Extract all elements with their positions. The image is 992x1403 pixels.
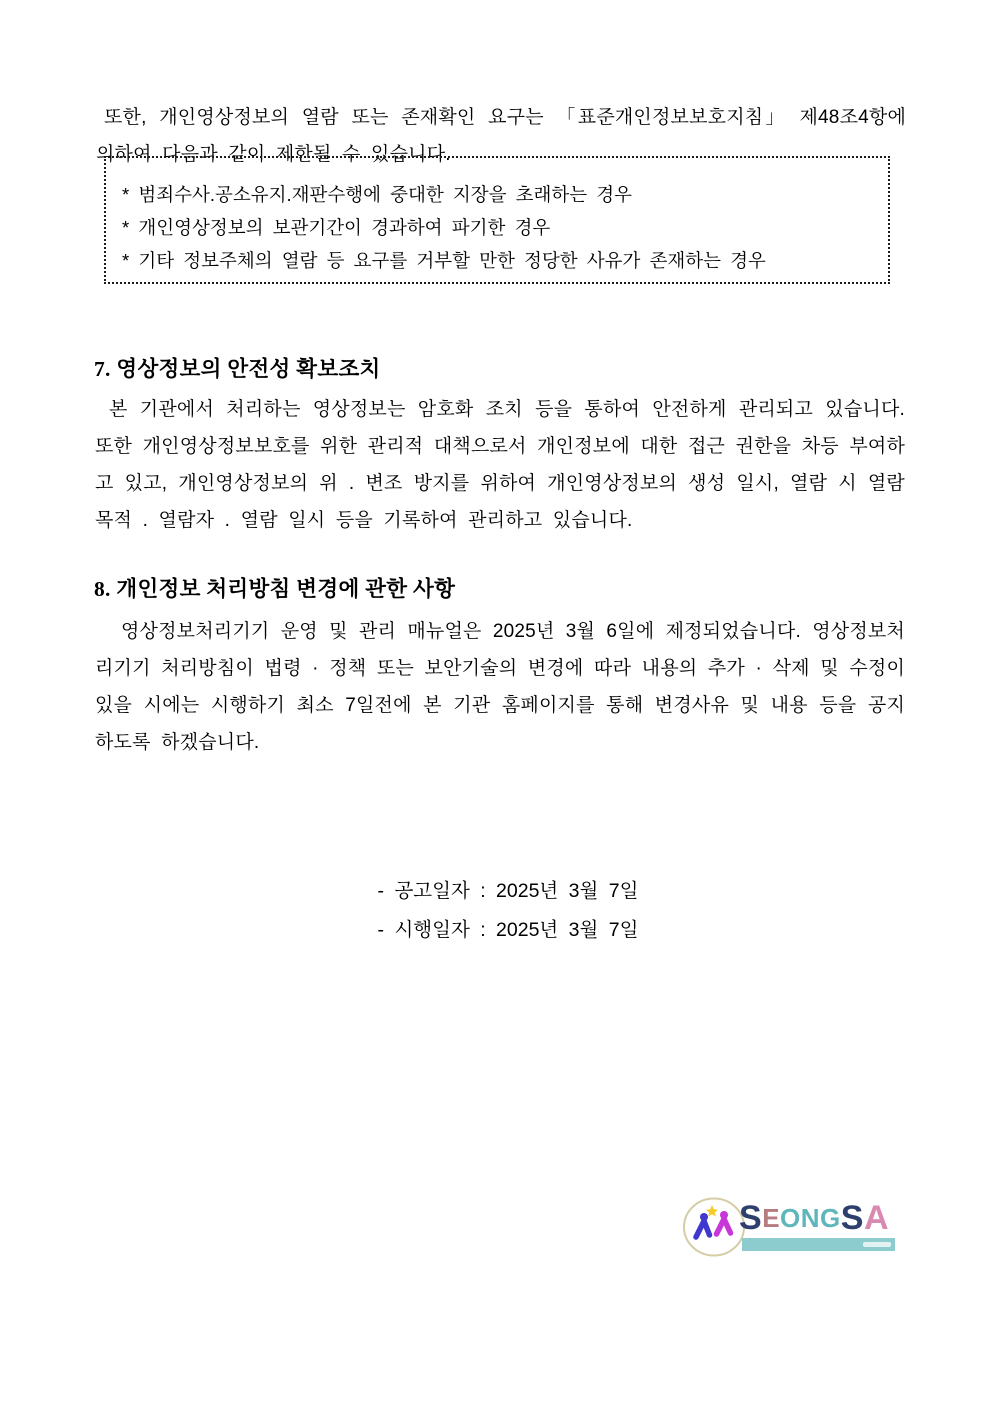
notice-item: * 범죄수사.공소유지.재판수행에 중대한 지장을 초래하는 경우 (122, 184, 632, 205)
logo-underline-bar (742, 1238, 895, 1251)
section-8-heading: 8. 개인정보 처리방침 변경에 관한 사항 (94, 576, 456, 601)
logo-letter: A (863, 1199, 890, 1237)
seongsa-logo (682, 1194, 898, 1262)
logo-letter: E (762, 1203, 781, 1233)
section-7-heading: 7. 영상정보의 안전성 확보조치 (94, 356, 381, 381)
notice-item: * 기타 정보주체의 열람 등 요구를 거부할 만한 정당한 사유가 존재하는 경우 (122, 250, 766, 271)
star-icon (706, 1205, 718, 1217)
dates-block (0, 872, 992, 950)
intro-paragraph: 또한, 개인영상정보의 열람 또는 존재확인 요구는 「표준개인정보보호지침」 제48조4항에 의하여 다음과 같이 제한될 수 있습니다. (96, 107, 906, 165)
logo-letter: G (820, 1203, 841, 1233)
restriction-notice-box (104, 156, 890, 284)
logo-letter: S (840, 1199, 864, 1237)
logo-letter: S (739, 1199, 763, 1237)
logo-letter: N (800, 1203, 821, 1233)
logo-wordmark (739, 1199, 890, 1237)
section-8-body: 영상정보처리기기 운영 및 관리 매뉴얼은 2025년 3월 6일에 제정되었습니다. 영상정보처리기기 처리방침이 법령 · 정책 또는 보안기술의 변경에 따라 내용의 추가 · 삭제 및 수정이 있을 시에는 시행하기 최소 7일전에 본 기관 홈페이지를 통해 변경사유 및 내용 등을 공지하도록 하겠습니다. (95, 621, 905, 753)
announcement-date: - 공고일자 : 2025년 3월 7일 (377, 880, 639, 902)
logo-emblem-icon (682, 1196, 746, 1258)
logo-letter: O (780, 1203, 801, 1233)
section-7-body: 본 기관에서 처리하는 영상정보는 암호화 조치 등을 통하여 안전하게 관리되고 있습니다. 또한 개인영상정보보호를 위한 관리적 대책으로서 개인정보에 대한 접근 권한을 차등 부여하고 있고, 개인영상정보의 위 . 변조 방지를 위하여 개인영상정보의 생성 일시, 열람 시 열람 목적 . 열람자 . 열람 일시 등을 기록하여 관리하고 있습니다. (95, 399, 905, 531)
effective-date: - 시행일자 : 2025년 3월 7일 (377, 919, 639, 941)
notice-item: * 개인영상정보의 보관기간이 경과하여 파기한 경우 (122, 217, 551, 238)
logo-tagline-mark (863, 1242, 891, 1247)
dates-inner (378, 872, 639, 950)
